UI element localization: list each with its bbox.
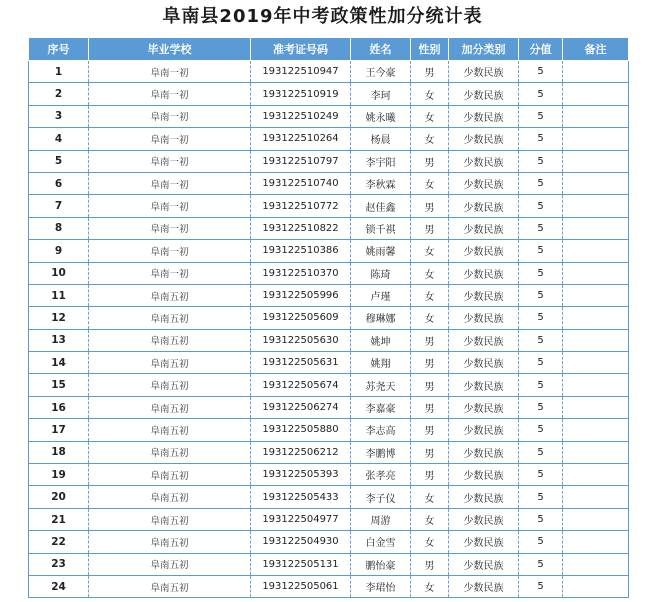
cell-note bbox=[563, 575, 629, 597]
page-title: 阜南县2019年中考政策性加分统计表 bbox=[162, 6, 483, 27]
cell-bonus-score: 5 bbox=[519, 284, 563, 306]
cell-student-name: 姚雨馨 bbox=[351, 240, 411, 262]
table-row bbox=[29, 464, 629, 486]
cell-school-name: 阜南五初 bbox=[89, 464, 251, 486]
cell-school-name: 阜南五初 bbox=[89, 352, 251, 374]
cell-bonus-category: 少数民族 bbox=[449, 195, 519, 217]
table-row bbox=[29, 150, 629, 172]
cell-bonus-category: 少数民族 bbox=[449, 486, 519, 508]
cell-school-name: 阜南五初 bbox=[89, 531, 251, 553]
cell-note bbox=[563, 240, 629, 262]
cell-bonus-score: 5 bbox=[519, 441, 563, 463]
cell-school-name: 阜南五初 bbox=[89, 284, 251, 306]
cell-bonus-category: 少数民族 bbox=[449, 83, 519, 105]
cell-school-name: 阜南五初 bbox=[89, 307, 251, 329]
cell-bonus-category: 少数民族 bbox=[449, 262, 519, 284]
cell-gender: 男 bbox=[411, 441, 449, 463]
cell-student-name: 王今豪 bbox=[351, 61, 411, 83]
header-cell-name: 姓名 bbox=[351, 38, 411, 61]
cell-bonus-category: 少数民族 bbox=[449, 307, 519, 329]
cell-student-name: 李鹏博 bbox=[351, 441, 411, 463]
cell-school-name: 阜南五初 bbox=[89, 329, 251, 351]
cell-school-name: 阜南五初 bbox=[89, 441, 251, 463]
cell-note bbox=[563, 307, 629, 329]
cell-student-name: 白金雪 bbox=[351, 531, 411, 553]
cell-student-name: 赵佳鑫 bbox=[351, 195, 411, 217]
cell-note bbox=[563, 374, 629, 396]
table-row bbox=[29, 531, 629, 553]
cell-bonus-category: 少数民族 bbox=[449, 61, 519, 83]
cell-exam-id: 193122505131 bbox=[251, 553, 351, 575]
cell-gender: 女 bbox=[411, 284, 449, 306]
cell-exam-id: 193122504977 bbox=[251, 508, 351, 530]
cell-student-name: 穆琳娜 bbox=[351, 307, 411, 329]
cell-note bbox=[563, 553, 629, 575]
table-row bbox=[29, 284, 629, 306]
cell-bonus-category: 少数民族 bbox=[449, 531, 519, 553]
cell-gender: 女 bbox=[411, 307, 449, 329]
table-row bbox=[29, 128, 629, 150]
table-row bbox=[29, 352, 629, 374]
header-cell-gender: 性别 bbox=[411, 38, 449, 61]
cell-bonus-category: 少数民族 bbox=[449, 419, 519, 441]
cell-school-name: 阜南五初 bbox=[89, 508, 251, 530]
cell-bonus-category: 少数民族 bbox=[449, 396, 519, 418]
cell-student-name: 卢瑾 bbox=[351, 284, 411, 306]
cell-bonus-category: 少数民族 bbox=[449, 575, 519, 597]
cell-exam-id: 193122506212 bbox=[251, 441, 351, 463]
cell-exam-id: 193122505061 bbox=[251, 575, 351, 597]
cell-bonus-score: 5 bbox=[519, 262, 563, 284]
cell-gender: 男 bbox=[411, 464, 449, 486]
cell-gender: 男 bbox=[411, 374, 449, 396]
cell-row-number: 6 bbox=[29, 172, 89, 194]
cell-row-number: 24 bbox=[29, 575, 89, 597]
cell-row-number: 10 bbox=[29, 262, 89, 284]
cell-exam-id: 193122510740 bbox=[251, 172, 351, 194]
header-cell-score: 分值 bbox=[519, 38, 563, 61]
cell-bonus-score: 5 bbox=[519, 553, 563, 575]
cell-row-number: 21 bbox=[29, 508, 89, 530]
cell-gender: 男 bbox=[411, 419, 449, 441]
table-row bbox=[29, 374, 629, 396]
table-row bbox=[29, 307, 629, 329]
cell-note bbox=[563, 217, 629, 239]
table-row bbox=[29, 486, 629, 508]
cell-bonus-score: 5 bbox=[519, 217, 563, 239]
cell-school-name: 阜南五初 bbox=[89, 553, 251, 575]
cell-note bbox=[563, 150, 629, 172]
cell-exam-id: 193122510822 bbox=[251, 217, 351, 239]
cell-gender: 女 bbox=[411, 172, 449, 194]
cell-school-name: 阜南一初 bbox=[89, 172, 251, 194]
cell-bonus-score: 5 bbox=[519, 150, 563, 172]
cell-row-number: 2 bbox=[29, 83, 89, 105]
cell-row-number: 12 bbox=[29, 307, 89, 329]
table-row bbox=[29, 396, 629, 418]
cell-student-name: 周游 bbox=[351, 508, 411, 530]
cell-bonus-score: 5 bbox=[519, 419, 563, 441]
cell-exam-id: 193122504930 bbox=[251, 531, 351, 553]
cell-bonus-category: 少数民族 bbox=[449, 217, 519, 239]
cell-bonus-score: 5 bbox=[519, 128, 563, 150]
cell-bonus-score: 5 bbox=[519, 531, 563, 553]
cell-bonus-category: 少数民族 bbox=[449, 352, 519, 374]
cell-row-number: 11 bbox=[29, 284, 89, 306]
cell-bonus-category: 少数民族 bbox=[449, 105, 519, 127]
cell-row-number: 18 bbox=[29, 441, 89, 463]
cell-bonus-category: 少数民族 bbox=[449, 329, 519, 351]
cell-bonus-category: 少数民族 bbox=[449, 128, 519, 150]
cell-student-name: 鹏怡豪 bbox=[351, 553, 411, 575]
cell-exam-id: 193122510264 bbox=[251, 128, 351, 150]
cell-exam-id: 193122505880 bbox=[251, 419, 351, 441]
cell-student-name: 陈琦 bbox=[351, 262, 411, 284]
cell-gender: 男 bbox=[411, 553, 449, 575]
cell-bonus-score: 5 bbox=[519, 240, 563, 262]
cell-bonus-score: 5 bbox=[519, 486, 563, 508]
cell-note bbox=[563, 419, 629, 441]
cell-note bbox=[563, 329, 629, 351]
cell-bonus-category: 少数民族 bbox=[449, 441, 519, 463]
cell-gender: 女 bbox=[411, 105, 449, 127]
cell-student-name: 李秋霖 bbox=[351, 172, 411, 194]
cell-gender: 女 bbox=[411, 531, 449, 553]
cell-bonus-category: 少数民族 bbox=[449, 240, 519, 262]
cell-note bbox=[563, 531, 629, 553]
cell-gender: 女 bbox=[411, 486, 449, 508]
cell-note bbox=[563, 262, 629, 284]
cell-row-number: 7 bbox=[29, 195, 89, 217]
header-cell-note: 备注 bbox=[563, 38, 629, 61]
cell-school-name: 阜南一初 bbox=[89, 240, 251, 262]
cell-bonus-score: 5 bbox=[519, 105, 563, 127]
cell-bonus-score: 5 bbox=[519, 374, 563, 396]
cell-gender: 男 bbox=[411, 150, 449, 172]
cell-gender: 女 bbox=[411, 262, 449, 284]
cell-student-name: 姚永曦 bbox=[351, 105, 411, 127]
table-row bbox=[29, 195, 629, 217]
cell-row-number: 13 bbox=[29, 329, 89, 351]
cell-bonus-score: 5 bbox=[519, 464, 563, 486]
table-row bbox=[29, 172, 629, 194]
table-row bbox=[29, 575, 629, 597]
table-row bbox=[29, 105, 629, 127]
cell-exam-id: 193122505631 bbox=[251, 352, 351, 374]
cell-row-number: 17 bbox=[29, 419, 89, 441]
cell-bonus-score: 5 bbox=[519, 575, 563, 597]
cell-row-number: 22 bbox=[29, 531, 89, 553]
cell-student-name: 李志高 bbox=[351, 419, 411, 441]
cell-bonus-score: 5 bbox=[519, 307, 563, 329]
cell-bonus-score: 5 bbox=[519, 508, 563, 530]
cell-exam-id: 193122510797 bbox=[251, 150, 351, 172]
cell-bonus-category: 少数民族 bbox=[449, 553, 519, 575]
cell-student-name: 杨晨 bbox=[351, 128, 411, 150]
cell-note bbox=[563, 508, 629, 530]
header-cell-number: 序号 bbox=[29, 38, 89, 61]
cell-row-number: 23 bbox=[29, 553, 89, 575]
cell-row-number: 4 bbox=[29, 128, 89, 150]
cell-row-number: 19 bbox=[29, 464, 89, 486]
cell-student-name: 锁千祺 bbox=[351, 217, 411, 239]
cell-student-name: 姚翔 bbox=[351, 352, 411, 374]
cell-bonus-category: 少数民族 bbox=[449, 284, 519, 306]
table-row bbox=[29, 441, 629, 463]
cell-gender: 男 bbox=[411, 352, 449, 374]
cell-school-name: 阜南一初 bbox=[89, 105, 251, 127]
cell-bonus-category: 少数民族 bbox=[449, 508, 519, 530]
cell-gender: 女 bbox=[411, 83, 449, 105]
table-row bbox=[29, 419, 629, 441]
cell-gender: 男 bbox=[411, 329, 449, 351]
table-row bbox=[29, 83, 629, 105]
cell-exam-id: 193122510772 bbox=[251, 195, 351, 217]
cell-note bbox=[563, 83, 629, 105]
cell-note bbox=[563, 441, 629, 463]
cell-bonus-category: 少数民族 bbox=[449, 374, 519, 396]
cell-bonus-score: 5 bbox=[519, 83, 563, 105]
cell-row-number: 16 bbox=[29, 396, 89, 418]
cell-bonus-category: 少数民族 bbox=[449, 464, 519, 486]
cell-exam-id: 193122505996 bbox=[251, 284, 351, 306]
cell-exam-id: 193122505393 bbox=[251, 464, 351, 486]
cell-school-name: 阜南五初 bbox=[89, 575, 251, 597]
cell-school-name: 阜南五初 bbox=[89, 419, 251, 441]
cell-exam-id: 193122510919 bbox=[251, 83, 351, 105]
cell-gender: 男 bbox=[411, 396, 449, 418]
cell-bonus-score: 5 bbox=[519, 352, 563, 374]
cell-student-name: 李珂 bbox=[351, 83, 411, 105]
cell-row-number: 8 bbox=[29, 217, 89, 239]
header-cell-category: 加分类别 bbox=[449, 38, 519, 61]
cell-student-name: 姚坤 bbox=[351, 329, 411, 351]
cell-school-name: 阜南一初 bbox=[89, 61, 251, 83]
cell-school-name: 阜南一初 bbox=[89, 262, 251, 284]
cell-school-name: 阜南一初 bbox=[89, 83, 251, 105]
cell-school-name: 阜南五初 bbox=[89, 374, 251, 396]
cell-note bbox=[563, 61, 629, 83]
cell-gender: 男 bbox=[411, 195, 449, 217]
cell-student-name: 苏尧天 bbox=[351, 374, 411, 396]
cell-note bbox=[563, 464, 629, 486]
table-row bbox=[29, 262, 629, 284]
cell-student-name: 李珺怡 bbox=[351, 575, 411, 597]
cell-gender: 女 bbox=[411, 128, 449, 150]
cell-row-number: 9 bbox=[29, 240, 89, 262]
cell-gender: 女 bbox=[411, 240, 449, 262]
table-row bbox=[29, 329, 629, 351]
cell-school-name: 阜南一初 bbox=[89, 150, 251, 172]
cell-note bbox=[563, 172, 629, 194]
cell-note bbox=[563, 486, 629, 508]
cell-gender: 女 bbox=[411, 575, 449, 597]
cell-bonus-score: 5 bbox=[519, 195, 563, 217]
cell-exam-id: 193122506274 bbox=[251, 396, 351, 418]
header-cell-school: 毕业学校 bbox=[89, 38, 251, 61]
cell-student-name: 李子仪 bbox=[351, 486, 411, 508]
cell-bonus-score: 5 bbox=[519, 396, 563, 418]
header-row bbox=[29, 38, 629, 61]
header-cell-exam-id: 准考证号码 bbox=[251, 38, 351, 61]
cell-student-name: 李宇阳 bbox=[351, 150, 411, 172]
cell-bonus-score: 5 bbox=[519, 61, 563, 83]
cell-exam-id: 193122505609 bbox=[251, 307, 351, 329]
cell-bonus-category: 少数民族 bbox=[449, 150, 519, 172]
bonus-points-table bbox=[28, 37, 629, 598]
cell-bonus-category: 少数民族 bbox=[449, 172, 519, 194]
cell-note bbox=[563, 396, 629, 418]
cell-school-name: 阜南五初 bbox=[89, 486, 251, 508]
cell-row-number: 15 bbox=[29, 374, 89, 396]
cell-note bbox=[563, 195, 629, 217]
table-row bbox=[29, 553, 629, 575]
cell-student-name: 张孝亮 bbox=[351, 464, 411, 486]
table-row bbox=[29, 508, 629, 530]
cell-row-number: 20 bbox=[29, 486, 89, 508]
table-row bbox=[29, 217, 629, 239]
cell-school-name: 阜南一初 bbox=[89, 217, 251, 239]
cell-note bbox=[563, 128, 629, 150]
cell-student-name: 李嘉豪 bbox=[351, 396, 411, 418]
cell-note bbox=[563, 105, 629, 127]
cell-gender: 男 bbox=[411, 217, 449, 239]
cell-school-name: 阜南一初 bbox=[89, 195, 251, 217]
cell-exam-id: 193122505674 bbox=[251, 374, 351, 396]
cell-school-name: 阜南五初 bbox=[89, 396, 251, 418]
cell-exam-id: 193122510249 bbox=[251, 105, 351, 127]
cell-row-number: 3 bbox=[29, 105, 89, 127]
table-row bbox=[29, 61, 629, 83]
cell-school-name: 阜南一初 bbox=[89, 128, 251, 150]
cell-row-number: 1 bbox=[29, 61, 89, 83]
cell-row-number: 14 bbox=[29, 352, 89, 374]
cell-exam-id: 193122510370 bbox=[251, 262, 351, 284]
cell-exam-id: 193122505630 bbox=[251, 329, 351, 351]
cell-note bbox=[563, 284, 629, 306]
table-row bbox=[29, 240, 629, 262]
cell-exam-id: 193122505433 bbox=[251, 486, 351, 508]
cell-bonus-score: 5 bbox=[519, 172, 563, 194]
cell-exam-id: 193122510947 bbox=[251, 61, 351, 83]
cell-note bbox=[563, 352, 629, 374]
cell-gender: 女 bbox=[411, 508, 449, 530]
cell-gender: 男 bbox=[411, 61, 449, 83]
cell-bonus-score: 5 bbox=[519, 329, 563, 351]
cell-row-number: 5 bbox=[29, 150, 89, 172]
cell-exam-id: 193122510386 bbox=[251, 240, 351, 262]
